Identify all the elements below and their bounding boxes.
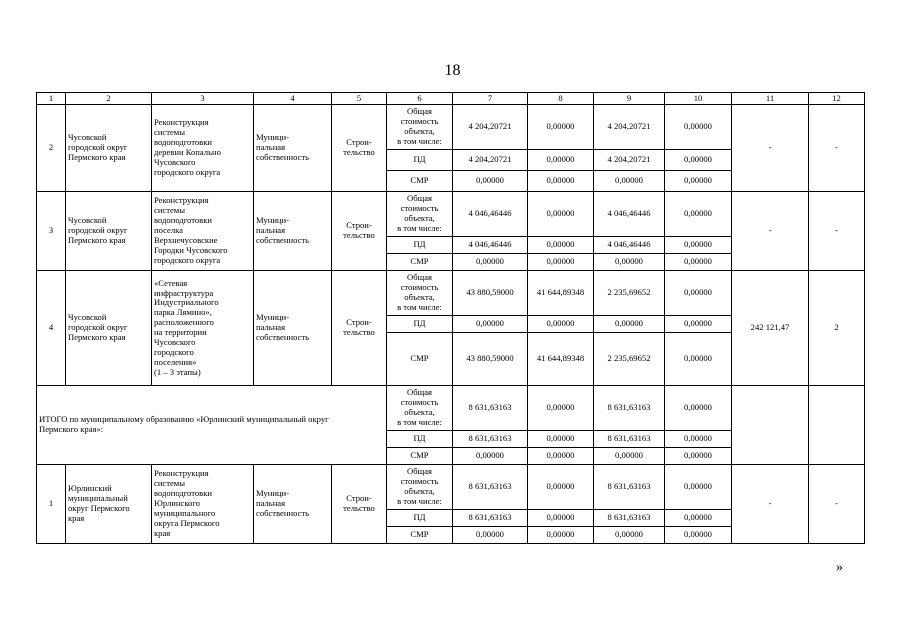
value-cell: 0,00000 xyxy=(528,527,594,544)
value-cell: 2 235,69652 xyxy=(594,271,665,316)
value-cell: 2 235,69652 xyxy=(594,333,665,386)
col11-cell: - xyxy=(732,192,809,271)
cost-type-cell: Общая стоимость объекта, в том числе: xyxy=(387,271,453,316)
value-cell: 0,00000 xyxy=(665,510,732,527)
value-cell: 0,00000 xyxy=(594,171,665,192)
value-cell: 4 204,20721 xyxy=(453,105,528,150)
work-type-cell: Строи- тельство xyxy=(332,271,387,386)
value-cell: 0,00000 xyxy=(453,527,528,544)
cost-type-cell: СМР xyxy=(387,333,453,386)
header-cell: 7 xyxy=(453,93,528,105)
value-cell: 8 631,63163 xyxy=(594,431,665,448)
cost-type-cell: Общая стоимость объекта, в том числе: xyxy=(387,105,453,150)
ownership-cell: Муници- пальная собственность xyxy=(254,192,332,271)
value-cell: 4 046,46446 xyxy=(594,192,665,237)
value-cell: 4 204,20721 xyxy=(594,105,665,150)
row-number: 2 xyxy=(37,105,66,192)
municipality-cell: Чусовской городской округ Пермского края xyxy=(66,271,152,386)
col11-cell: - xyxy=(732,465,809,544)
value-cell: 0,00000 xyxy=(528,465,594,510)
value-cell: 0,00000 xyxy=(665,527,732,544)
work-type-cell: Строи- тельство xyxy=(332,192,387,271)
value-cell: 0,00000 xyxy=(453,448,528,465)
work-type-cell: Строи- тельство xyxy=(332,465,387,544)
header-cell: 1 xyxy=(37,93,66,105)
cost-type-cell: Общая стоимость объекта, в том числе: xyxy=(387,192,453,237)
value-cell: 0,00000 xyxy=(665,465,732,510)
value-cell: 8 631,63163 xyxy=(453,431,528,448)
cost-type-cell: СМР xyxy=(387,448,453,465)
header-row xyxy=(37,93,865,105)
value-cell: 0,00000 xyxy=(594,316,665,333)
value-cell: 0,00000 xyxy=(453,254,528,271)
value-cell: 0,00000 xyxy=(665,237,732,254)
total-label: ИТОГО по муниципальному образованию «Юрлинский муниципальный округ Пермского края»: xyxy=(37,386,387,465)
cost-type-cell: ПД xyxy=(387,237,453,254)
value-cell: 0,00000 xyxy=(665,105,732,150)
cost-type-cell: СМР xyxy=(387,171,453,192)
col12-cell: - xyxy=(809,192,865,271)
header-cell: 3 xyxy=(152,93,254,105)
header-cell: 8 xyxy=(528,93,594,105)
header-cell: 5 xyxy=(332,93,387,105)
table-row xyxy=(37,465,865,510)
col12-cell: - xyxy=(809,105,865,192)
value-cell: 0,00000 xyxy=(665,431,732,448)
value-cell: 0,00000 xyxy=(453,171,528,192)
value-cell: 4 046,46446 xyxy=(453,192,528,237)
municipality-cell: Юрлинский муниципальный округ Пермского края xyxy=(66,465,152,544)
object-cell: «Сетевая инфраструктура Индустриального парка Лямино», расположенного на территории Чусовского городского поселения» (1 – 3 этапы) xyxy=(152,271,254,386)
cost-type-cell: СМР xyxy=(387,527,453,544)
cost-type-cell: Общая стоимость объекта, в том числе: xyxy=(387,465,453,510)
value-cell: 0,00000 xyxy=(665,150,732,171)
closing-quote-mark: » xyxy=(836,560,843,575)
value-cell: 0,00000 xyxy=(665,316,732,333)
ownership-cell: Муници- пальная собственность xyxy=(254,465,332,544)
value-cell: 0,00000 xyxy=(665,192,732,237)
value-cell: 0,00000 xyxy=(528,171,594,192)
table-row xyxy=(37,105,865,150)
cost-type-cell: ПД xyxy=(387,510,453,527)
object-cell: Реконструкция системы водоподготовки Юрлинского муниципального округа Пермского края xyxy=(152,465,254,544)
row-number: 3 xyxy=(37,192,66,271)
value-cell: 0,00000 xyxy=(528,237,594,254)
col12-cell: 2 xyxy=(809,271,865,386)
ownership-cell: Муници- пальная собственность xyxy=(254,105,332,192)
total-row xyxy=(37,386,865,431)
table-row xyxy=(37,192,865,237)
header-cell: 4 xyxy=(254,93,332,105)
value-cell: 0,00000 xyxy=(665,448,732,465)
value-cell: 41 644,89348 xyxy=(528,333,594,386)
value-cell: 0,00000 xyxy=(528,150,594,171)
cost-type-cell: ПД xyxy=(387,150,453,171)
value-cell: 0,00000 xyxy=(528,431,594,448)
investment-table xyxy=(36,92,865,544)
value-cell: 4 046,46446 xyxy=(594,237,665,254)
table-row xyxy=(37,271,865,316)
value-cell: 0,00000 xyxy=(665,254,732,271)
value-cell: 0,00000 xyxy=(453,316,528,333)
header-cell: 6 xyxy=(387,93,453,105)
row-number: 1 xyxy=(37,465,66,544)
value-cell: 0,00000 xyxy=(665,171,732,192)
header-cell: 10 xyxy=(665,93,732,105)
value-cell: 0,00000 xyxy=(528,192,594,237)
value-cell: 0,00000 xyxy=(528,105,594,150)
value-cell: 8 631,63163 xyxy=(594,465,665,510)
header-cell: 9 xyxy=(594,93,665,105)
value-cell: 0,00000 xyxy=(528,316,594,333)
header-cell: 11 xyxy=(732,93,809,105)
header-cell: 12 xyxy=(809,93,865,105)
value-cell: 4 204,20721 xyxy=(453,150,528,171)
value-cell: 4 204,20721 xyxy=(594,150,665,171)
page-number: 18 xyxy=(444,62,461,79)
value-cell: 0,00000 xyxy=(594,448,665,465)
value-cell: 0,00000 xyxy=(665,333,732,386)
value-cell: 0,00000 xyxy=(528,254,594,271)
value-cell: 0,00000 xyxy=(528,510,594,527)
value-cell: 0,00000 xyxy=(594,254,665,271)
value-cell: 8 631,63163 xyxy=(594,386,665,431)
value-cell: 43 880,59000 xyxy=(453,333,528,386)
ownership-cell: Муници- пальная собственность xyxy=(254,271,332,386)
value-cell: 0,00000 xyxy=(528,386,594,431)
value-cell: 4 046,46446 xyxy=(453,237,528,254)
value-cell: 0,00000 xyxy=(665,386,732,431)
value-cell: 0,00000 xyxy=(665,271,732,316)
cost-type-cell: ПД xyxy=(387,431,453,448)
empty-cell xyxy=(732,386,809,465)
empty-cell xyxy=(809,386,865,465)
col11-cell: - xyxy=(732,105,809,192)
header-cell: 2 xyxy=(66,93,152,105)
row-number: 4 xyxy=(37,271,66,386)
cost-type-cell: ПД xyxy=(387,316,453,333)
value-cell: 0,00000 xyxy=(528,448,594,465)
value-cell: 8 631,63163 xyxy=(453,510,528,527)
value-cell: 8 631,63163 xyxy=(453,465,528,510)
object-cell: Реконструкция системы водоподготовки поселка Верхнечусовские Городки Чусовского городского округа xyxy=(152,192,254,271)
cost-type-cell: СМР xyxy=(387,254,453,271)
value-cell: 43 880,59000 xyxy=(453,271,528,316)
cost-type-cell: Общая стоимость объекта, в том числе: xyxy=(387,386,453,431)
value-cell: 8 631,63163 xyxy=(453,386,528,431)
municipality-cell: Чусовской городской округ Пермского края xyxy=(66,192,152,271)
value-cell: 8 631,63163 xyxy=(594,510,665,527)
object-cell: Реконструкция системы водоподготовки деревни Копально Чусовского городского округа xyxy=(152,105,254,192)
municipality-cell: Чусовской городской округ Пермского края xyxy=(66,105,152,192)
col11-cell: 242 121,47 xyxy=(732,271,809,386)
col12-cell: - xyxy=(809,465,865,544)
work-type-cell: Строи- тельство xyxy=(332,105,387,192)
value-cell: 0,00000 xyxy=(594,527,665,544)
value-cell: 41 644,89348 xyxy=(528,271,594,316)
